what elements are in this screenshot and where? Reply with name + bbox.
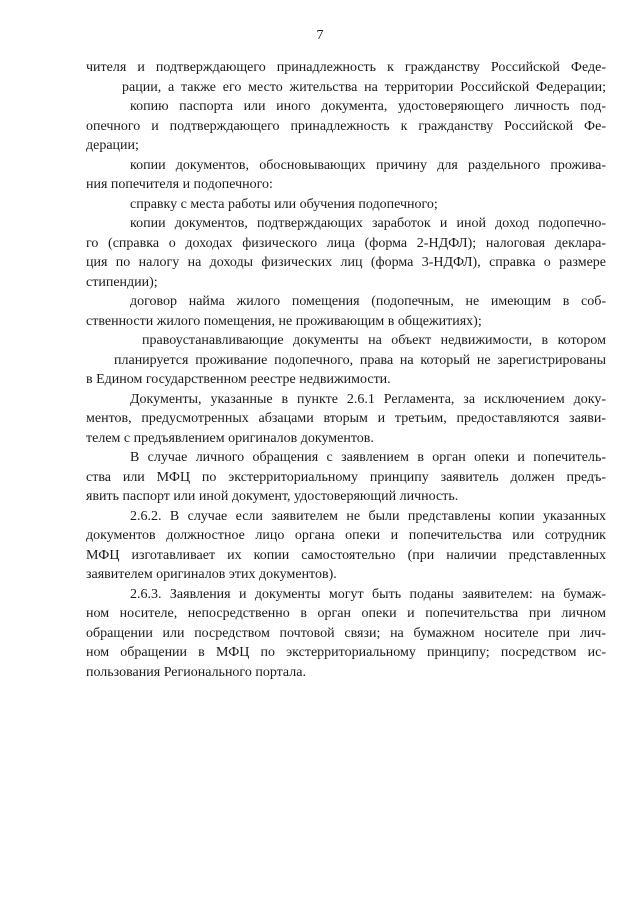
text-line: копии документов, подтверждающих заработок и иной доход подопечно- — [130, 216, 606, 231]
text-line: явить паспорт или иной документ, удостоверяющий личность. — [86, 489, 459, 504]
text-line: 2.6.2. В случае если заявителем не были представлены копии указанных — [130, 508, 606, 524]
text-line: чителя и подтверждающего принадлежность к гражданству Российской Феде- — [86, 60, 606, 75]
text-line: ном обращении в МФЦ по экстерриториальному принципу; посредством ис- — [86, 645, 606, 660]
text-line: в Едином государственном реестре недвижимости. — [86, 372, 391, 387]
text-line: копию паспорта или иного документа, удостоверяющего личность под- — [130, 99, 606, 114]
text-line: правоустанавливающие документы на объект недвижимости, в котором — [142, 333, 606, 348]
text-line: го (справка о доходах физического лица (форма 2-НДФЛ); налоговая деклара- — [86, 235, 606, 251]
text-line: телем с предъявлением оригиналов документов. — [86, 430, 374, 446]
text-line: ственности жилого помещения, не проживающим в общежитиях); — [86, 313, 482, 329]
page-number: 7 — [316, 28, 324, 43]
text-line: документов должностное лицо органа опеки и попечительства или сотрудник — [86, 528, 606, 543]
text-line: договор найма жилого помещения (подопечным, не имеющим в соб- — [130, 294, 606, 309]
text-line: В случае личного обращения с заявлением в орган опеки и попечитель- — [130, 450, 606, 465]
text-line: заявителем оригиналов этих документов). — [86, 567, 337, 582]
text-line: стипендии); — [86, 274, 158, 290]
text-line: ства или МФЦ по экстерриториальному принципу заявитель должен предъ- — [86, 469, 606, 485]
text-line: ментов, предусмотренных абзацами вторым и третьим, предоставляются заяви- — [86, 411, 606, 426]
text-line: планируется проживание подопечного, права на который не зарегистрированы — [114, 352, 606, 368]
text-line: копии документов, обосновывающих причину для раздельного прожива- — [130, 157, 606, 173]
text-line: справку с места работы или обучения подопечного; — [130, 196, 438, 212]
text-line: опечного и подтверждающего принадлежность к гражданству Российской Фе- — [86, 118, 606, 134]
text-line: пользования Регионального портала. — [86, 664, 306, 680]
text-line: МФЦ изготавливает их копии самостоятельно (при наличии представленных — [86, 547, 606, 563]
text-line: ния попечителя и подопечного: — [86, 177, 273, 192]
text-line: ция по налогу на доходы физических лиц (форма 3-НДФЛ), справка о размере — [86, 255, 606, 270]
text-line: ном носителе, непосредственно в орган опеки и попечительства при личном — [86, 606, 606, 621]
text-line: 2.6.3. Заявления и документы могут быть поданы заявителем: на бумаж- — [130, 586, 606, 602]
document-body — [86, 58, 606, 682]
text-line: обращении или посредством почтовой связи; на бумажном носителе при лич- — [86, 625, 606, 641]
text-line: рации, а также его место жительства на территории Российской Федерации; — [122, 79, 606, 95]
text-line: дерации; — [86, 138, 139, 153]
text-line: Документы, указанные в пункте 2.6.1 Регламента, за исключением доку- — [130, 391, 606, 407]
